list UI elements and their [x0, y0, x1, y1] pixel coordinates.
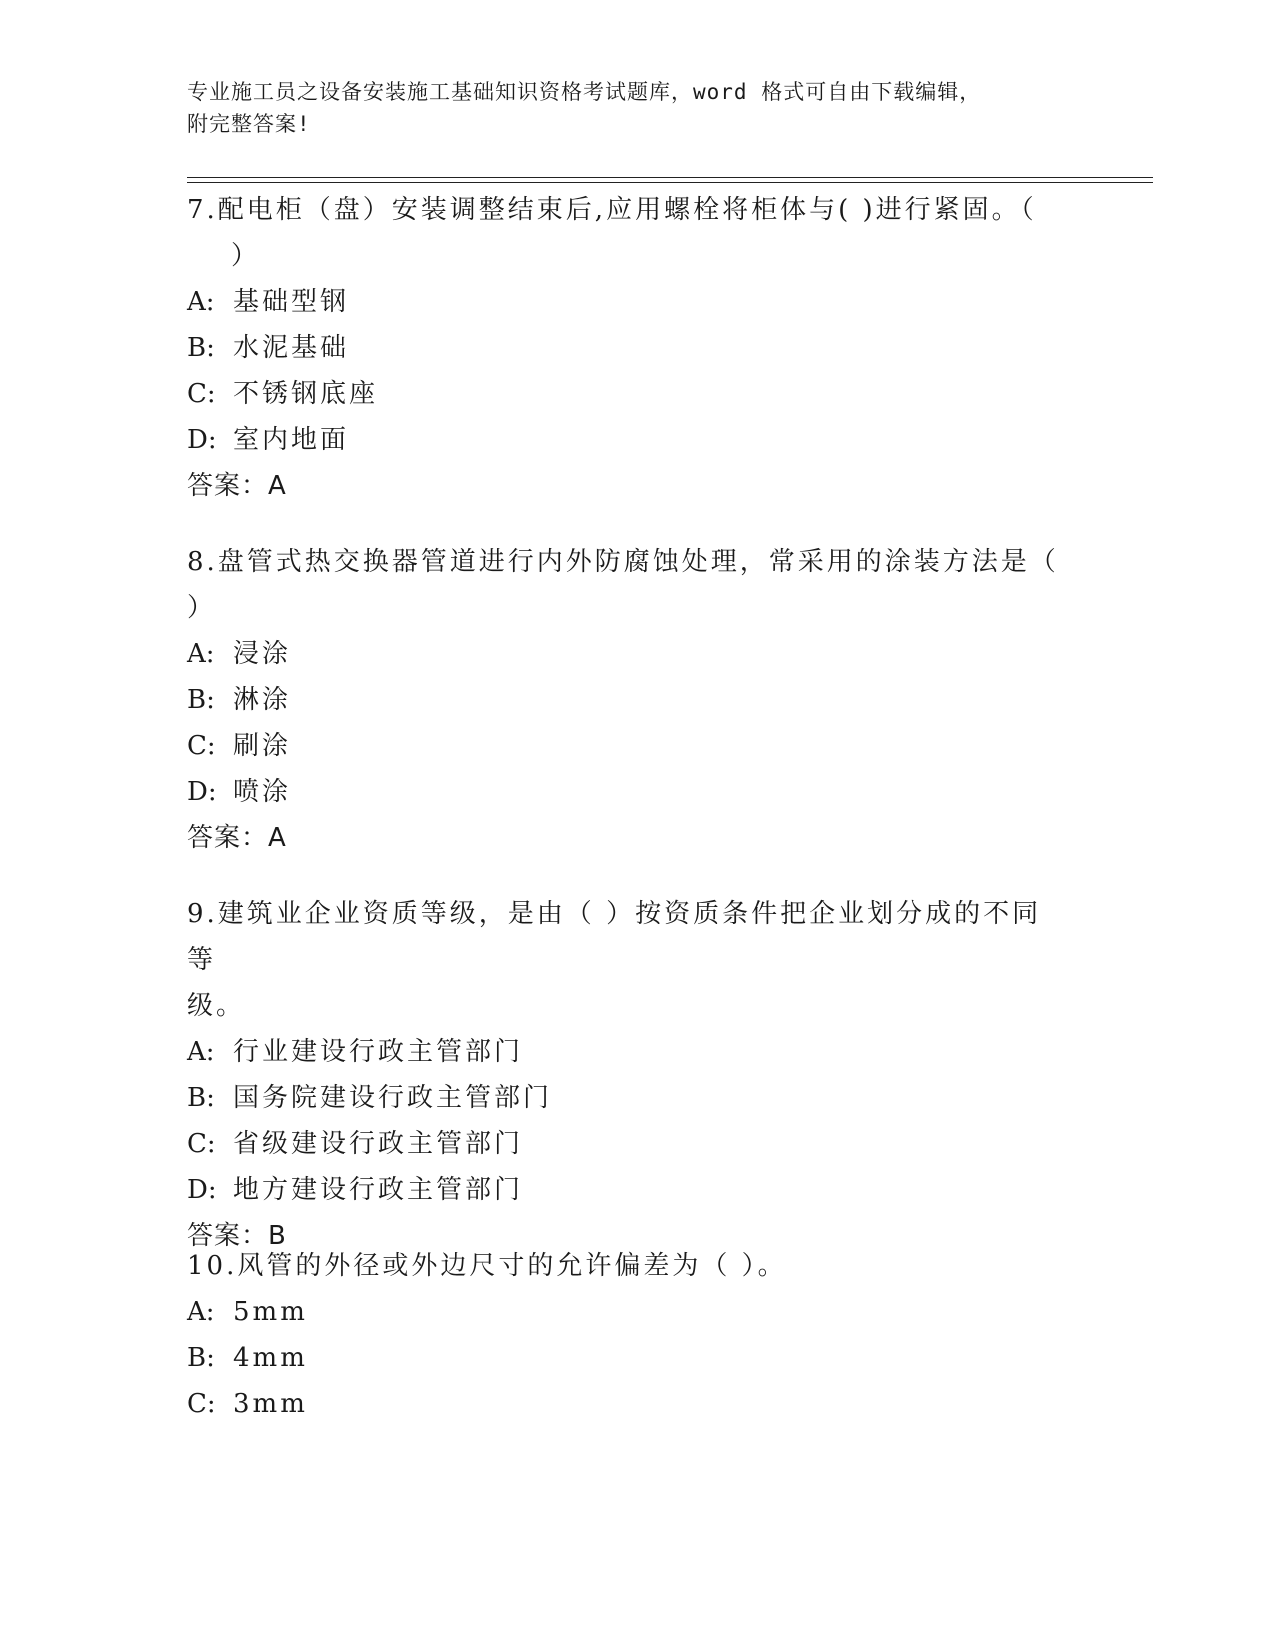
option-c — [187, 1381, 1067, 1427]
option-text: 刷涂 — [233, 731, 292, 761]
option-text: 水泥基础 — [233, 333, 350, 363]
answer-label: 答案：A — [187, 823, 287, 853]
option-key: B: — [187, 685, 215, 715]
option-key: A: — [187, 639, 215, 669]
option-key: C: — [187, 1389, 216, 1419]
option-text: 3mm — [233, 1389, 308, 1419]
option-c — [187, 1121, 1067, 1167]
question-stem-line-2: ） — [187, 593, 217, 623]
question-stem — [187, 1243, 1067, 1289]
question-stem-line-1: 8.盘管式热交换器管道进行内外防腐蚀处理，常采用的涂装方法是（ — [187, 547, 1059, 577]
header-divider-bottom — [187, 182, 1153, 183]
option-key: B: — [187, 333, 215, 363]
option-text: 不锈钢底座 — [233, 379, 379, 409]
header-line-2: 附完整答案! — [187, 112, 311, 136]
option-a — [187, 279, 1067, 325]
option-b — [187, 1075, 1067, 1121]
option-key: A: — [187, 1297, 215, 1327]
option-key: B: — [187, 1343, 215, 1373]
option-a — [187, 1029, 1067, 1075]
document-header — [187, 76, 1067, 140]
option-text: 国务院建设行政主管部门 — [233, 1083, 553, 1113]
question-stem — [187, 539, 1067, 631]
question-7 — [187, 187, 1067, 509]
header-divider-top — [187, 177, 1153, 178]
option-c — [187, 723, 1067, 769]
option-b — [187, 1335, 1067, 1381]
option-b — [187, 325, 1067, 371]
option-c — [187, 371, 1067, 417]
option-text: 喷涂 — [233, 777, 292, 807]
question-stem-line-1: 7.配电柜（盘）安装调整结束后,应用螺栓将柜体与( )进行紧固。（ — [187, 195, 1037, 225]
option-key: C: — [187, 731, 216, 761]
option-text: 淋涂 — [233, 685, 292, 715]
question-8 — [187, 539, 1067, 861]
question-stem-line-1: 9.建筑业企业资质等级，是由（ ）按资质条件把企业划分成的不同等 — [187, 899, 1042, 975]
option-a — [187, 1289, 1067, 1335]
option-b — [187, 677, 1067, 723]
option-d — [187, 1167, 1067, 1213]
option-text: 室内地面 — [233, 425, 350, 455]
option-text: 基础型钢 — [233, 287, 350, 317]
question-stem-line-1: 10.风管的外径或外边尺寸的允许偏差为（ ）。 — [187, 1251, 787, 1281]
question-stem-line-2: ） — [231, 241, 261, 271]
option-text: 4mm — [233, 1343, 308, 1373]
option-d — [187, 417, 1067, 463]
question-stem-line-2: 级。 — [187, 991, 246, 1021]
answer-label: 答案：A — [187, 471, 287, 501]
option-a — [187, 631, 1067, 677]
option-key: D: — [187, 777, 217, 807]
option-key: D: — [187, 1175, 217, 1205]
option-d — [187, 769, 1067, 815]
question-stem — [187, 891, 1067, 1029]
option-key: D: — [187, 425, 217, 455]
question-9 — [187, 891, 1067, 1259]
option-key: A: — [187, 1037, 215, 1067]
option-text: 行业建设行政主管部门 — [233, 1037, 524, 1067]
answer-label: 答案：B — [187, 1221, 287, 1251]
option-text: 地方建设行政主管部门 — [233, 1175, 524, 1205]
question-stem — [187, 187, 1067, 279]
option-text: 浸涂 — [233, 639, 292, 669]
option-key: A: — [187, 287, 215, 317]
option-key: B: — [187, 1083, 215, 1113]
option-key: C: — [187, 379, 216, 409]
header-line-1: 专业施工员之设备安装施工基础知识资格考试题库，word 格式可自由下载编辑， — [187, 80, 982, 104]
question-10 — [187, 1243, 1067, 1427]
option-text: 5mm — [233, 1297, 308, 1327]
option-key: C: — [187, 1129, 216, 1159]
option-text: 省级建设行政主管部门 — [233, 1129, 524, 1159]
